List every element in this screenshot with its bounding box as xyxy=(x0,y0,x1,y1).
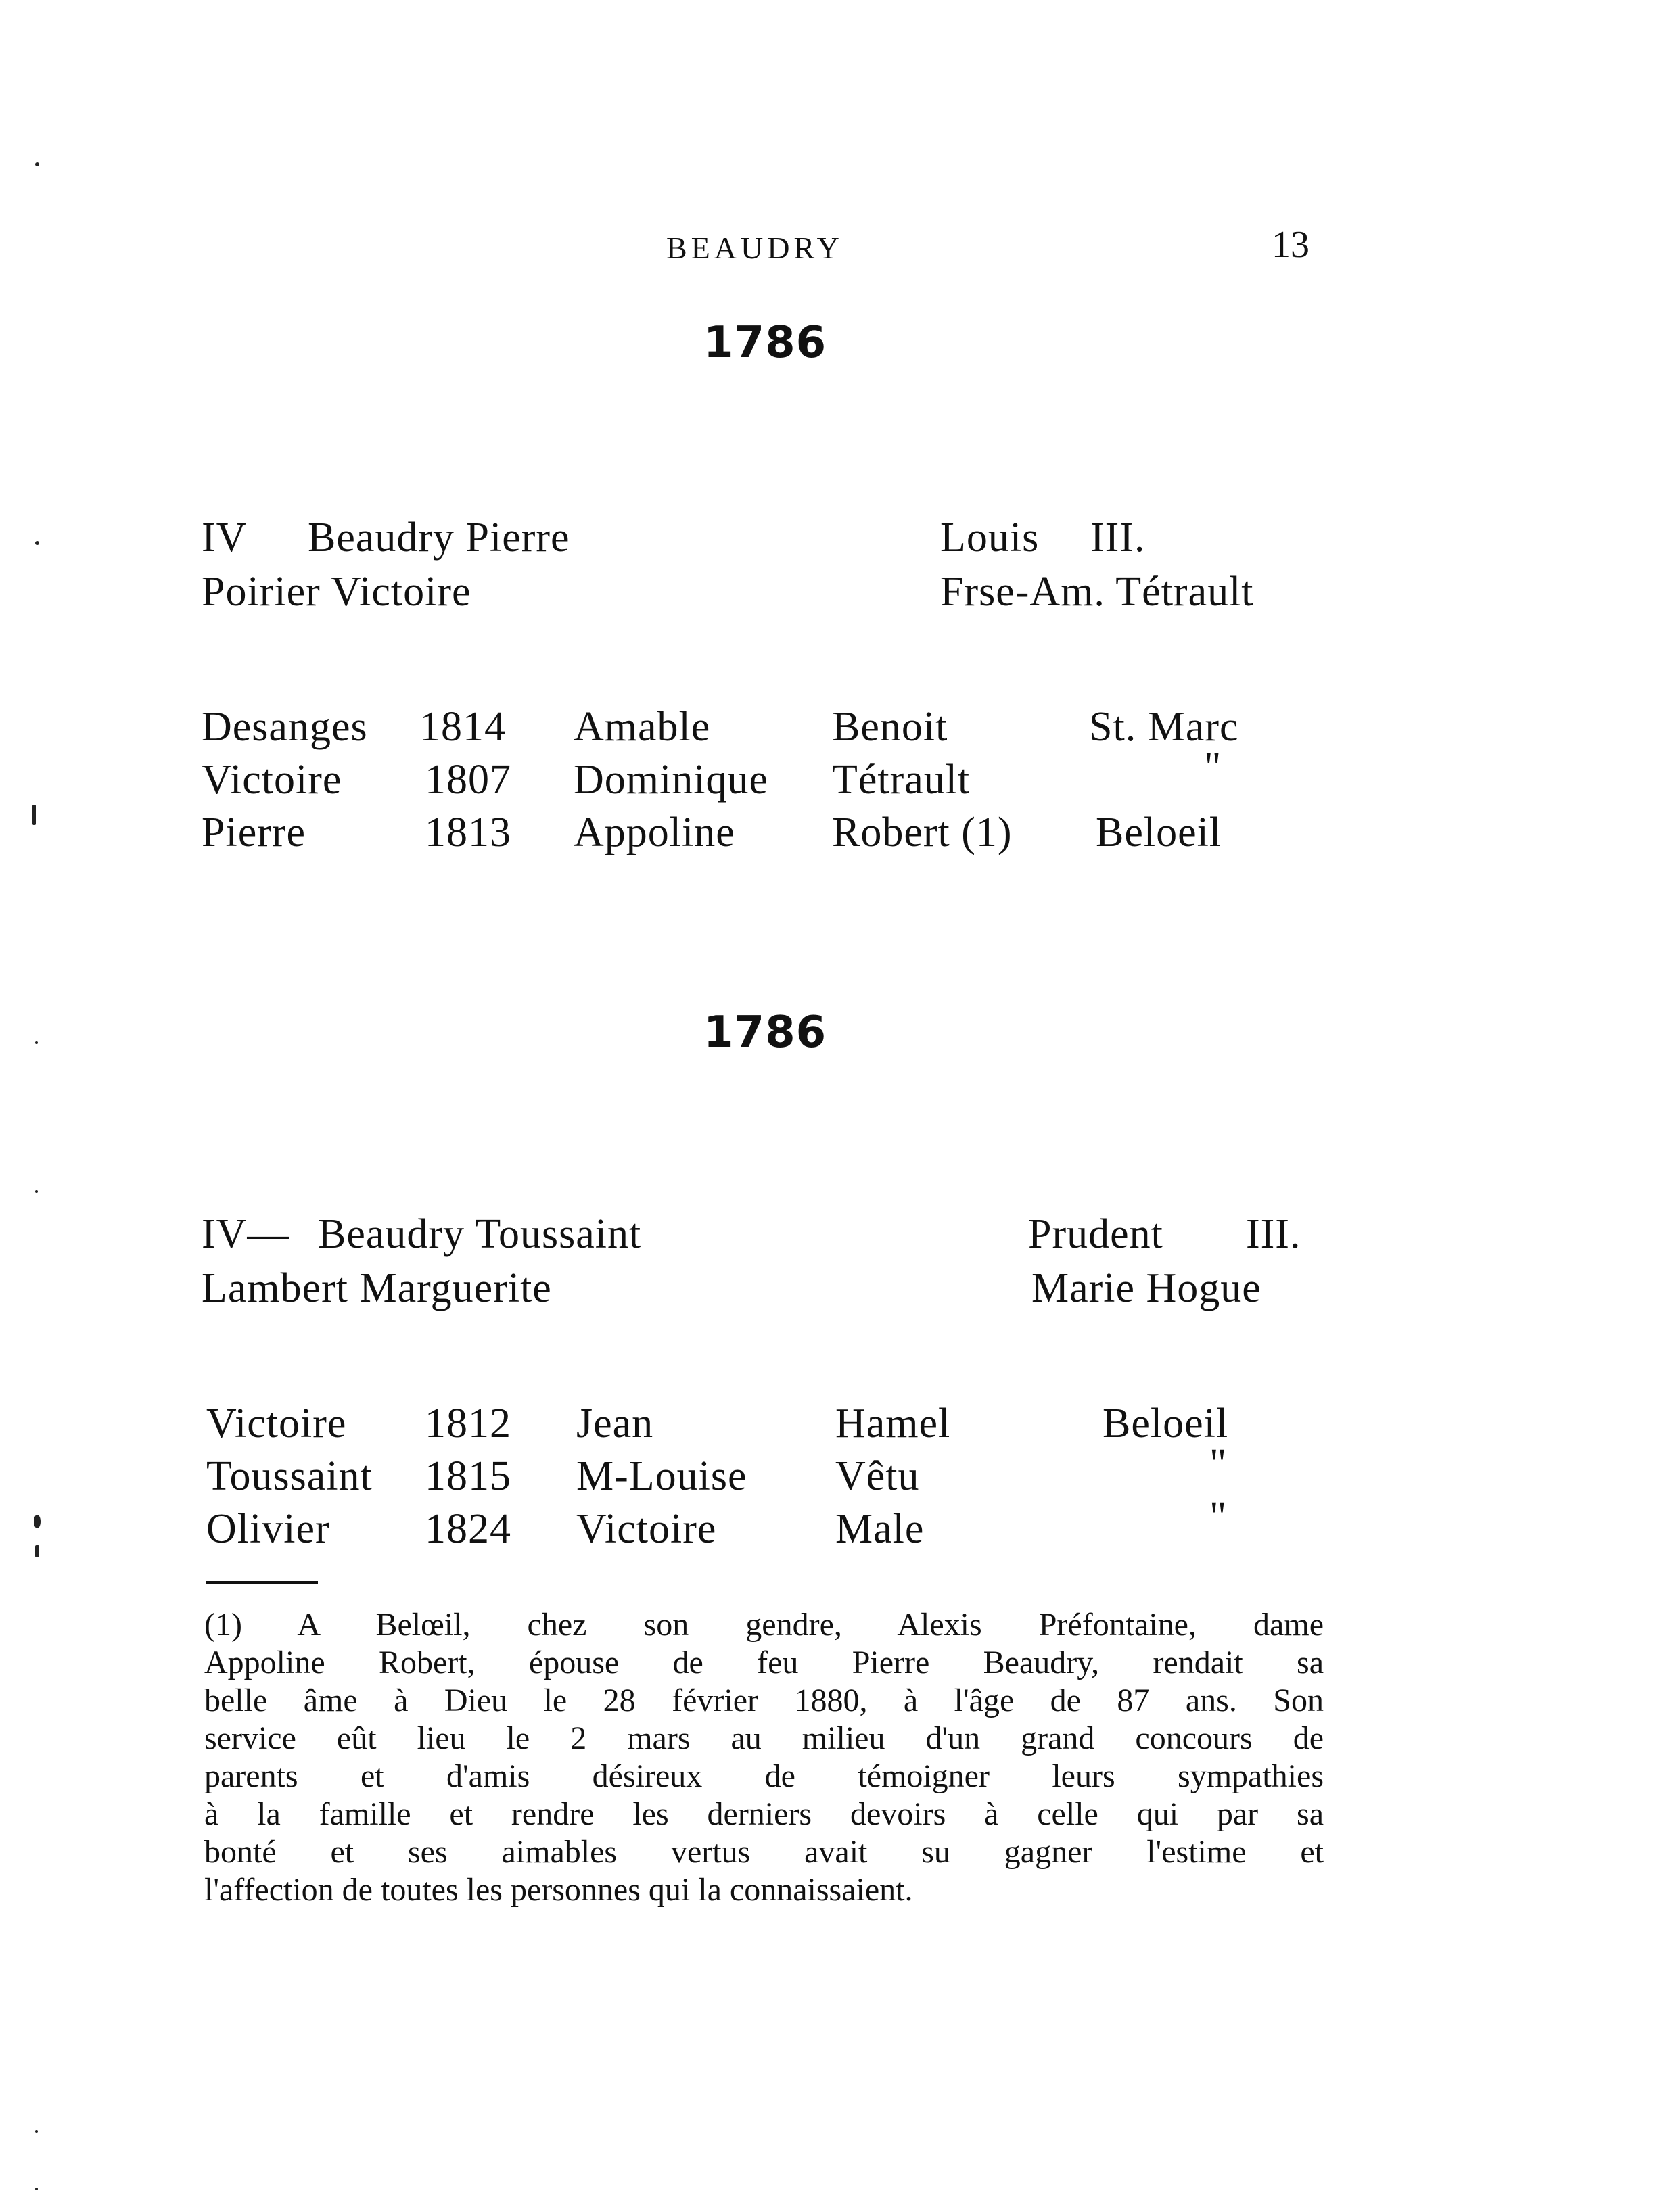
scan-speck xyxy=(32,805,36,825)
husband-father-generation: III. xyxy=(1246,1211,1301,1257)
husband-generation: IV— xyxy=(202,1211,290,1257)
husband-name: Beaudry Pierre xyxy=(308,515,570,561)
footnote-line: service eût lieu le 2 mars au milieu d'un grand concours de xyxy=(204,1720,1324,1756)
child-marriage-year: 1815 xyxy=(425,1453,511,1499)
scan-speck xyxy=(35,1190,38,1193)
footnote-rule xyxy=(206,1581,318,1584)
page-number: 13 xyxy=(1272,224,1309,266)
husband-name: Beaudry Toussaint xyxy=(318,1211,642,1257)
footnote xyxy=(204,1606,1324,1909)
footnote-line: (1) A Belœil, chez son gendre, Alexis Préfontaine, dame xyxy=(204,1607,1324,1643)
wife-name: Poirier Victoire xyxy=(202,569,471,615)
ditto-mark: " xyxy=(1204,745,1222,791)
marriage-place: Beloeil xyxy=(1096,809,1222,855)
footnote-line: parents et d'amis désireux de témoigner leurs sympathies xyxy=(204,1758,1324,1794)
footnote-line: l'affection de toutes les personnes qui la connaissaient. xyxy=(204,1872,913,1908)
spouse-last-name: Male xyxy=(835,1506,925,1552)
spouse-last-name: Vêtu xyxy=(835,1453,920,1499)
wife-name: Lambert Marguerite xyxy=(202,1265,552,1311)
spouse-last-name: Tétrault xyxy=(832,757,971,803)
spouse-first-name: M-Louise xyxy=(576,1453,747,1499)
child-name: Pierre xyxy=(202,809,306,855)
spouse-last-name: Hamel xyxy=(835,1401,951,1446)
footnote-line: Appoline Robert, épouse de feu Pierre Beaudry, rendait sa xyxy=(204,1645,1324,1680)
spouse-last-name: Benoit xyxy=(832,704,948,750)
scan-speck xyxy=(35,1545,39,1557)
child-marriage-year: 1814 xyxy=(419,704,506,750)
scan-speck xyxy=(35,541,39,545)
scan-speck xyxy=(35,162,39,166)
wife-parents: Frse-Am. Tétrault xyxy=(940,569,1254,615)
marriage-year: 1786 xyxy=(703,1008,827,1058)
marriage-place: Beloeil xyxy=(1103,1401,1229,1446)
child-marriage-year: 1824 xyxy=(425,1506,511,1552)
ditto-mark: " xyxy=(1209,1441,1228,1487)
husband-father: Louis xyxy=(940,515,1040,561)
running-title: BEAUDRY xyxy=(666,231,843,265)
footnote-line: bonté et ses aimables vertus avait su gagner l'estime et xyxy=(204,1834,1324,1870)
spouse-first-name: Dominique xyxy=(574,757,768,803)
spouse-last-name: Robert (1) xyxy=(832,809,1013,855)
child-name: Desanges xyxy=(202,704,368,750)
footnote-line: belle âme à Dieu le 28 février 1880, à l'âge de 87 ans. Son xyxy=(204,1682,1324,1718)
husband-father: Prudent xyxy=(1028,1211,1163,1257)
spouse-first-name: Victoire xyxy=(576,1506,717,1552)
husband-generation: IV xyxy=(202,515,248,561)
scan-speck xyxy=(35,2130,38,2133)
child-name: Toussaint xyxy=(206,1453,373,1499)
spouse-first-name: Amable xyxy=(574,704,711,750)
spouse-first-name: Jean xyxy=(576,1401,654,1446)
child-marriage-year: 1812 xyxy=(425,1401,511,1446)
wife-parents: Marie Hogue xyxy=(1031,1265,1261,1311)
child-name: Victoire xyxy=(202,757,342,803)
child-name: Victoire xyxy=(206,1401,347,1446)
child-name: Olivier xyxy=(206,1506,330,1552)
ditto-mark: " xyxy=(1209,1494,1228,1540)
scan-speck xyxy=(35,1041,38,1044)
scan-speck xyxy=(34,1515,41,1528)
scan-speck xyxy=(35,2188,38,2190)
child-marriage-year: 1807 xyxy=(425,757,511,803)
child-marriage-year: 1813 xyxy=(425,809,511,855)
footnote-line: à la famille et rendre les derniers devoirs à celle qui par sa xyxy=(204,1796,1324,1832)
marriage-place: St. Marc xyxy=(1089,704,1239,750)
marriage-year: 1786 xyxy=(703,318,827,368)
husband-father-generation: III. xyxy=(1090,515,1146,561)
spouse-first-name: Appoline xyxy=(574,809,735,855)
